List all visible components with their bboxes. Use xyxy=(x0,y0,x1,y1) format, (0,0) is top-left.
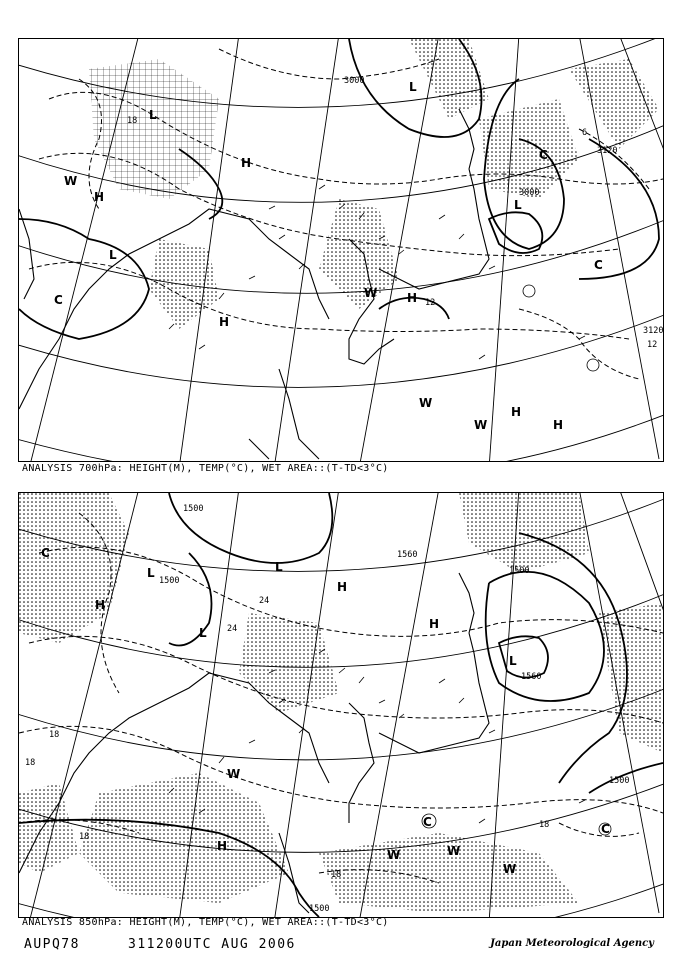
warm-center-marker: W xyxy=(64,174,78,188)
cold-center-marker: C xyxy=(41,546,50,560)
warm-center-marker: W xyxy=(364,286,378,300)
high-center-marker: H xyxy=(429,617,440,631)
wet-areas xyxy=(19,493,663,913)
high-center-marker: H xyxy=(95,598,106,612)
contour-label: 18 xyxy=(25,758,36,768)
contour-label: 1560 xyxy=(521,672,542,682)
map-700hpa-svg xyxy=(19,39,663,461)
high-center-marker: H xyxy=(94,190,105,204)
high-center-marker: H xyxy=(407,291,418,305)
map-panel-700hpa xyxy=(18,38,664,462)
warm-center-marker: W xyxy=(447,844,461,858)
contour-label: 3120 xyxy=(597,146,618,156)
low-center-marker: L xyxy=(514,198,522,212)
high-center-marker: H xyxy=(241,156,252,170)
valid-time: 311200UTC AUG 2006 xyxy=(128,937,296,952)
contour-label: 3120 xyxy=(643,326,663,336)
cold-center-marker: C xyxy=(539,148,548,162)
high-center-marker: H xyxy=(511,405,522,419)
high-center-marker: H xyxy=(217,839,228,853)
low-center-marker: L xyxy=(149,108,157,122)
low-center-marker: L xyxy=(199,626,207,640)
low-center-marker: L xyxy=(275,560,283,574)
warm-center-marker: W xyxy=(474,418,488,432)
contour-label: 1500 xyxy=(609,776,630,786)
low-center-marker: L xyxy=(109,248,117,262)
panel-caption: ANALYSIS 700hPa: HEIGHT(M), TEMP(°C), WET AREA::(T-TD<3°C) xyxy=(22,463,389,474)
map-850hpa-svg xyxy=(19,493,663,917)
chart-identifier: AUPQ78 xyxy=(24,937,80,952)
agency-credit: Japan Meteorological Agency xyxy=(490,938,654,949)
contour-label: 24 xyxy=(259,596,270,606)
contour-label: 6 xyxy=(582,128,588,138)
contour-label: 18 xyxy=(331,870,342,880)
contour-label: 1500 xyxy=(509,566,530,576)
high-center-marker: H xyxy=(219,315,230,329)
high-center-marker: H xyxy=(337,580,348,594)
warm-center-marker: W xyxy=(387,848,401,862)
cold-center-marker: C xyxy=(601,822,610,836)
contour-label: 18 xyxy=(127,116,138,126)
low-center-marker: L xyxy=(409,80,417,94)
map-panel-850hpa xyxy=(18,492,664,918)
contour-label: 18 xyxy=(49,730,60,740)
low-center-marker: L xyxy=(147,566,155,580)
warm-center-marker: W xyxy=(227,767,241,781)
contour-label: 18 xyxy=(539,820,550,830)
contour-label: 1500 xyxy=(159,576,180,586)
contour-label: 1500 xyxy=(309,904,330,914)
contour-label: 24 xyxy=(227,624,238,634)
panel-caption: ANALYSIS 850hPa: HEIGHT(M), TEMP(°C), WET AREA::(T-TD<3°C) xyxy=(22,917,389,928)
contour-label: 3000 xyxy=(519,188,540,198)
low-center-marker: L xyxy=(509,654,517,668)
contour-label: 12 xyxy=(647,340,658,350)
contour-label: 18 xyxy=(79,832,90,842)
cold-center-marker: C xyxy=(594,258,603,272)
contour-label: 1560 xyxy=(397,550,418,560)
cold-center-marker: C xyxy=(423,815,432,829)
warm-center-marker: W xyxy=(419,396,433,410)
contour-label: 1500 xyxy=(183,504,204,514)
contour-label: 12 xyxy=(425,298,436,308)
high-center-marker: H xyxy=(553,418,564,432)
contour-label: 3000 xyxy=(344,76,365,86)
cold-center-marker: C xyxy=(54,293,63,307)
warm-center-marker: W xyxy=(503,862,517,876)
